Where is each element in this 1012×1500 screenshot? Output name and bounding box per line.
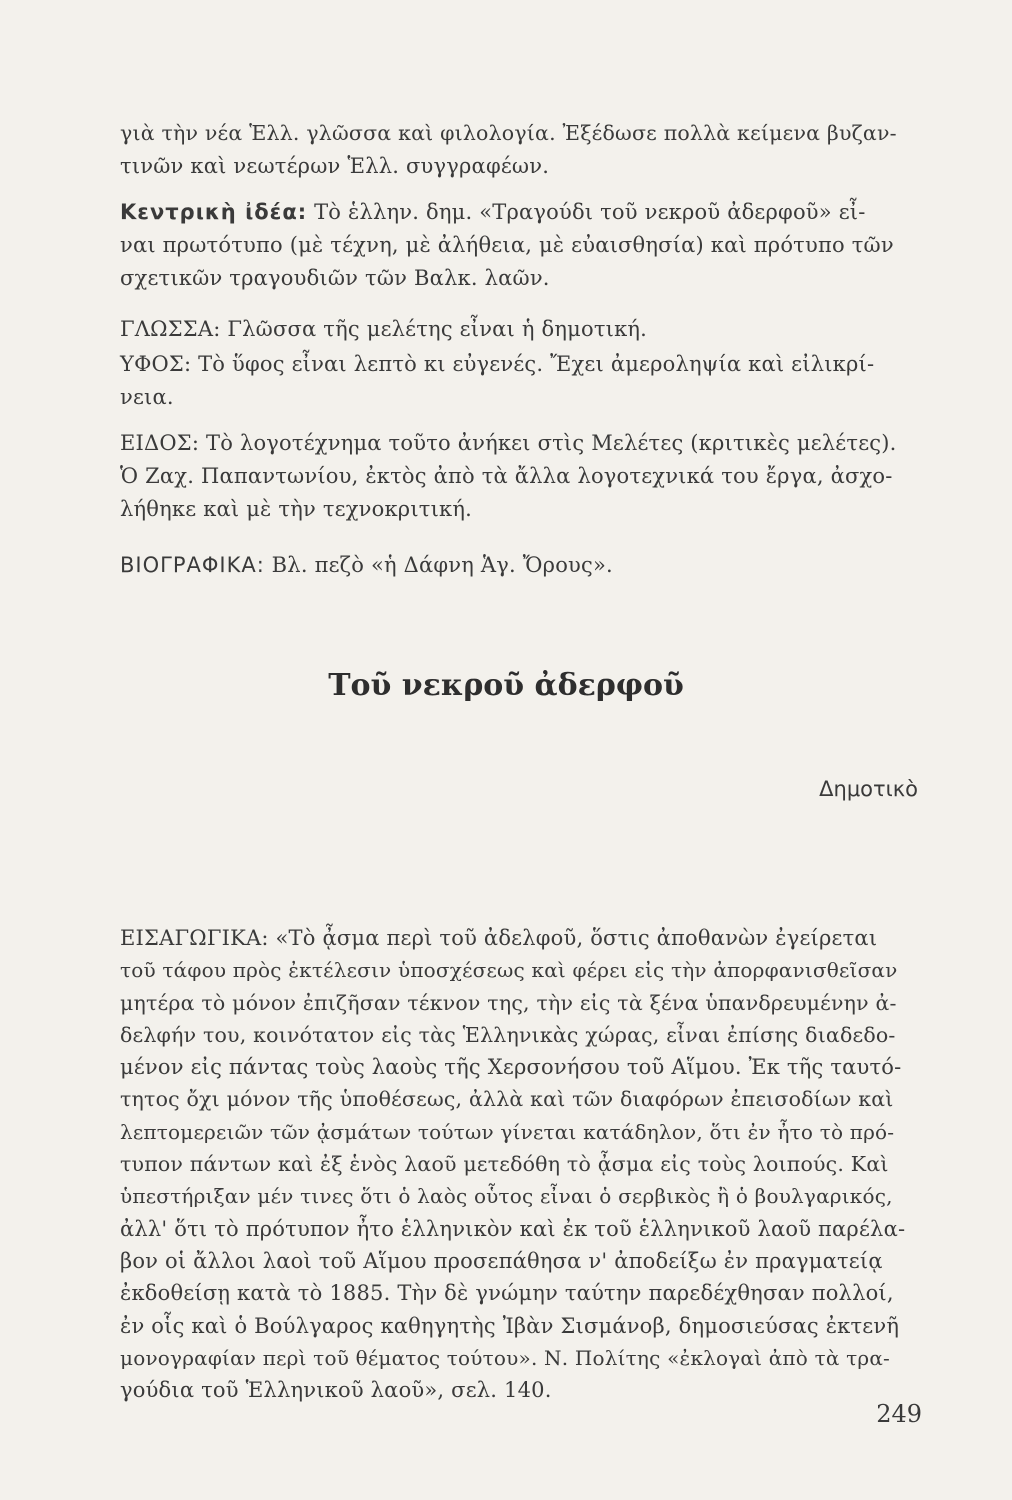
style-paragraph bbox=[120, 348, 905, 414]
text-line: νεια. bbox=[120, 385, 174, 409]
text-line: λήθηκε καὶ μὲ τὴν τεχνοκριτική. bbox=[120, 497, 473, 521]
genre-paragraph bbox=[120, 427, 905, 526]
genre-text: Τὸ λογοτέχνημα τοῦτο ἀνήκει στὶς Μελέτες (κριτικὲς μελέτες). bbox=[199, 431, 897, 455]
text-line: μητέρα τὸ μόνον ἐπιζῆσαν τέκνον της, τὴν εἰς τὰ ξένα ὑπανδρευμένην ἀ- bbox=[120, 990, 897, 1015]
text-line bbox=[120, 348, 905, 381]
genre-label: ΕΙΔΟΣ: bbox=[120, 431, 200, 455]
language-paragraph bbox=[120, 313, 905, 346]
text-line bbox=[120, 549, 905, 582]
language-text: Γλῶσσα τῆς μελέτης εἶναι ἡ δημοτική. bbox=[220, 317, 648, 341]
text-line: γιὰ τὴν νέα Ἑλλ. γλῶσσα καὶ φιλολογία. Ἐξέδωσε πολλὰ κείμενα βυζαν- bbox=[120, 121, 897, 145]
text-line: σχετικῶν τραγουδιῶν τῶν Βαλκ. λαῶν. bbox=[120, 266, 550, 290]
text-line: ναι πρωτότυπο (μὲ τέχνη, μὲ ἀλήθεια, μὲ εὐαισθησία) καὶ πρότυπο τῶν bbox=[120, 233, 894, 257]
poem-type: Δημοτικὸ bbox=[819, 777, 918, 801]
text-line: ἐκδοθείσῃ κατὰ τὸ 1885. Τὴν δὲ γνώμην ταύτην παρεδέχθησαν πολλοί, bbox=[120, 1281, 894, 1306]
central-idea-label: Κεντρικὴ ἰδέα: bbox=[120, 200, 308, 224]
intro-paragraph bbox=[120, 117, 905, 183]
text-line: ὑπεστήριξαν μέν τινες ὅτι ὁ λαὸς οὗτος εἶναι ὁ σερβικὸς ἢ ὁ βουλγαρικός, bbox=[120, 1184, 893, 1209]
text-line: μένον εἰς πάντας τοὺς λαοὺς τῆς Χερσονήσου τοῦ Αἵμου. Ἐκ τῆς ταυτό- bbox=[120, 1055, 902, 1080]
text-line: ἀλλ' ὅτι τὸ πρότυπον ἦτο ἑλληνικὸν καὶ ἐκ τοῦ ἑλληνικοῦ λαοῦ παρέλα- bbox=[120, 1216, 906, 1241]
text-line bbox=[120, 313, 905, 346]
text-line: δελφήν του, κοινότατον εἰς τὰς Ἑλληνικὰς χώρας, εἶναι ἐπίσης διαδεδο- bbox=[120, 1022, 896, 1047]
poem-title: Τοῦ νεκροῦ ἀδερφοῦ bbox=[328, 668, 684, 703]
language-label: ΓΛΩΣΣΑ: bbox=[120, 317, 221, 341]
text-line: μονογραφίαν περὶ τοῦ θέματος τούτου». Ν. Πολίτης «ἐκλογαὶ ἀπὸ τὰ τρα- bbox=[120, 1345, 890, 1370]
text-line: Ὁ Ζαχ. Παπαντωνίου, ἐκτὸς ἀπὸ τὰ ἄλλα λογοτεχνικά του ἔργα, ἀσχο- bbox=[120, 464, 893, 488]
text-line bbox=[120, 196, 905, 229]
introduction-label: ΕΙΣΑΓΩΓΙΚΑ: bbox=[120, 926, 269, 950]
text-line: τινῶν καὶ νεωτέρων Ἑλλ. συγγραφέων. bbox=[120, 154, 550, 178]
text-line: ἐν οἷς καὶ ὁ Βούλγαρος καθηγητὴς Ἰβὰν Σισμάνοβ, δημοσιεύσας ἐκτενῆ bbox=[120, 1313, 900, 1338]
introduction-text: «Τὸ ᾆσμα περὶ τοῦ ἀδελφοῦ, ὅστις ἀποθανὼν ἐγείρεται bbox=[268, 926, 878, 950]
biography-paragraph bbox=[120, 549, 905, 582]
text-line: λεπτομερειῶν τῶν ᾀσμάτων τούτων γίνεται κατάδηλον, ὅτι ἐν ἦτο τὸ πρό- bbox=[120, 1119, 895, 1144]
central-idea-text: Τὸ ἑλλην. δημ. «Τραγούδι τοῦ νεκροῦ ἀδερφοῦ» εἶ- bbox=[307, 200, 866, 224]
text-line: γούδια τοῦ Ἑλληνικοῦ λαοῦ», σελ. 140. bbox=[120, 1378, 552, 1403]
text-line: τοῦ τάφου πρὸς ἐκτέλεσιν ὑποσχέσεως καὶ φέρει εἰς τὴν ἀπορφανισθεῖσαν bbox=[120, 958, 898, 983]
text-line bbox=[120, 427, 905, 460]
style-text: Τὸ ὕφος εἶναι λεπτὸ κι εὐγενές. Ἔχει ἀμεροληψία καὶ εἰλικρί- bbox=[191, 352, 875, 376]
text-line: βον οἱ ἄλλοι λαοὶ τοῦ Αἵμου προσεπάθησα ν' ἀποδείξω ἐν πραγματείᾳ bbox=[120, 1248, 883, 1273]
central-idea-paragraph bbox=[120, 196, 905, 295]
biography-label: ΒΙΟΓΡΑΦΙΚΑ: bbox=[120, 553, 265, 577]
text-line: τυπον πάντων καὶ ἐξ ἑνὸς λαοῦ μετεδόθη τὸ ᾆσμα εἰς τοὺς λοιπούς. Καὶ bbox=[120, 1152, 889, 1177]
biography-text: Βλ. πεζὸ «ἡ Δάφνη Ἁγ. Ὄρους». bbox=[264, 553, 613, 577]
style-label: ΥΦΟΣ: bbox=[120, 352, 192, 376]
text-line: τητος ὄχι μόνον τῆς ὑποθέσεως, ἀλλὰ καὶ τῶν διαφόρων ἐπεισοδίων καὶ bbox=[120, 1087, 894, 1112]
page-number: 249 bbox=[876, 1400, 922, 1428]
introduction-paragraph bbox=[120, 922, 905, 1406]
text-line bbox=[120, 922, 905, 954]
